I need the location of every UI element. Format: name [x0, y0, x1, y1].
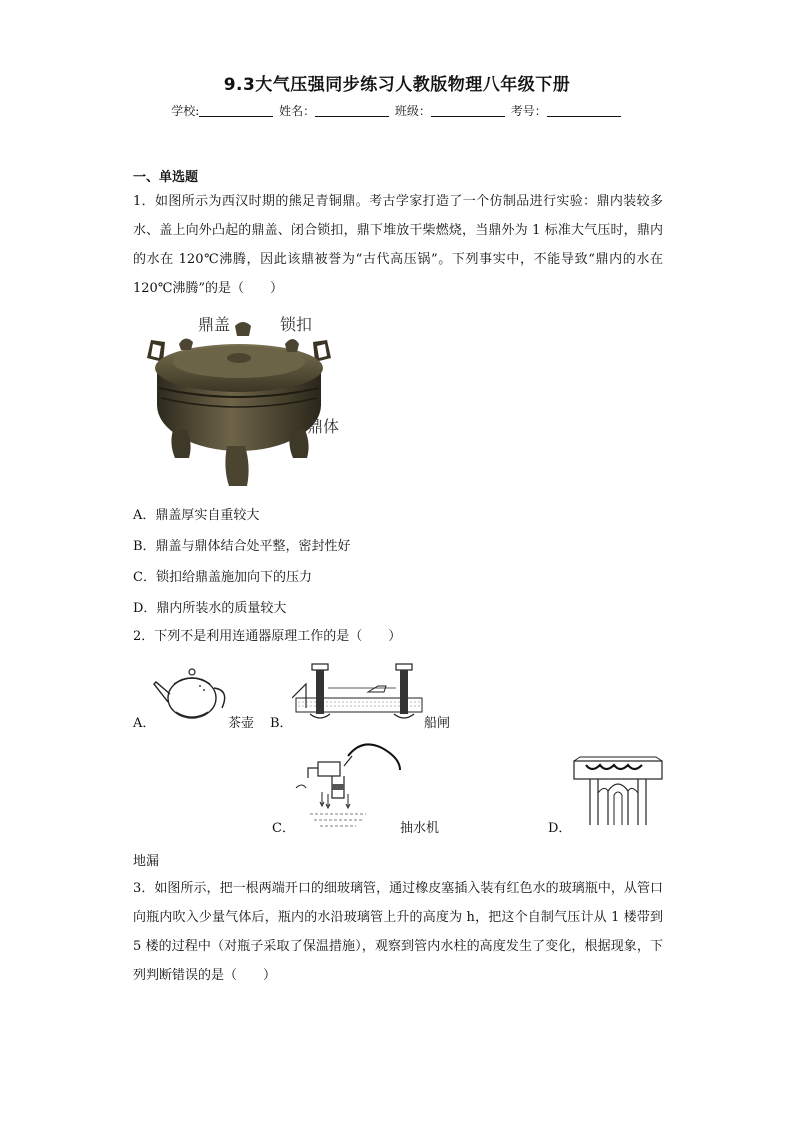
q2-option-b-letter[interactable]: B．	[270, 716, 293, 731]
school-blank[interactable]	[199, 104, 273, 117]
q1-option-c[interactable]: C．锁扣给鼎盖施加向下的压力	[133, 570, 312, 585]
label-lock: 锁扣	[280, 315, 313, 334]
water-pump-image	[292, 740, 404, 830]
question-1-text: 1．如图所示为西汉时期的熊足青铜鼎。考古学家打造了一个仿制品进行实验：鼎内装较多水、盖上向外凸起的鼎盖、闭合锁扣，鼎下堆放干柴燃烧，当鼎外为 1 标准大气压时，鼎内的水在 120℃沸腾，因此该鼎被誉为“古代高压锅”。下列事实中，不能导致“鼎内的水在 120℃沸腾”的是（ ）	[133, 194, 663, 296]
q2-option-a-name: 茶壶	[228, 716, 255, 731]
q2-option-c-letter[interactable]: C．	[272, 821, 295, 836]
section-heading: 一、单选题	[133, 170, 199, 185]
page-title: 9.3大气压强同步练习人教版物理八年级下册	[223, 75, 571, 95]
exam-no-blank[interactable]	[547, 104, 621, 117]
school-label: 学校:	[171, 104, 200, 118]
q1-option-b[interactable]: B．鼎盖与鼎体结合处平整，密封性好	[133, 539, 351, 554]
ship-lock-image	[292, 658, 426, 724]
q2-option-a-letter[interactable]: A．	[133, 716, 156, 731]
teapot-image	[152, 662, 232, 724]
name-blank[interactable]	[315, 104, 389, 117]
q2-option-d-letter[interactable]: D．	[548, 821, 572, 836]
q2-option-b-name: 船闸	[424, 716, 451, 731]
name-label: 姓名：	[279, 104, 316, 118]
floor-drain-image	[572, 755, 668, 827]
q1-option-a[interactable]: A．鼎盖厚实自重较大	[133, 508, 260, 523]
class-blank[interactable]	[431, 104, 505, 117]
q1-option-d[interactable]: D．鼎内所装水的质量较大	[133, 601, 287, 616]
bronze-ding-image	[139, 310, 339, 488]
question-3-text: 3．如图所示，把一根两端开口的细玻璃管，通过橡皮塞插入装有红色水的玻璃瓶中，从管口向瓶内吹入少量气体后，瓶内的水沿玻璃管上升的高度为 h，把这个自制气压计从 1 楼带到 5 楼的过程中（对瓶子采取了保温措施），观察到管内水柱的高度发生了变化，根据现象，下列判断错误的是（ ）	[133, 881, 663, 983]
q2-option-c-name: 抽水机	[400, 821, 440, 836]
question-2-text: 2．下列不是利用连通器原理工作的是（ ）	[133, 629, 402, 644]
label-ding-lid: 鼎盖	[198, 315, 231, 334]
exam-no-label: 考号：	[510, 104, 547, 118]
class-label: 班级：	[394, 104, 431, 118]
label-ding-body: 鼎体	[307, 417, 340, 436]
student-info-line	[0, 102, 794, 119]
q2-option-d-name: 地漏	[133, 854, 160, 869]
